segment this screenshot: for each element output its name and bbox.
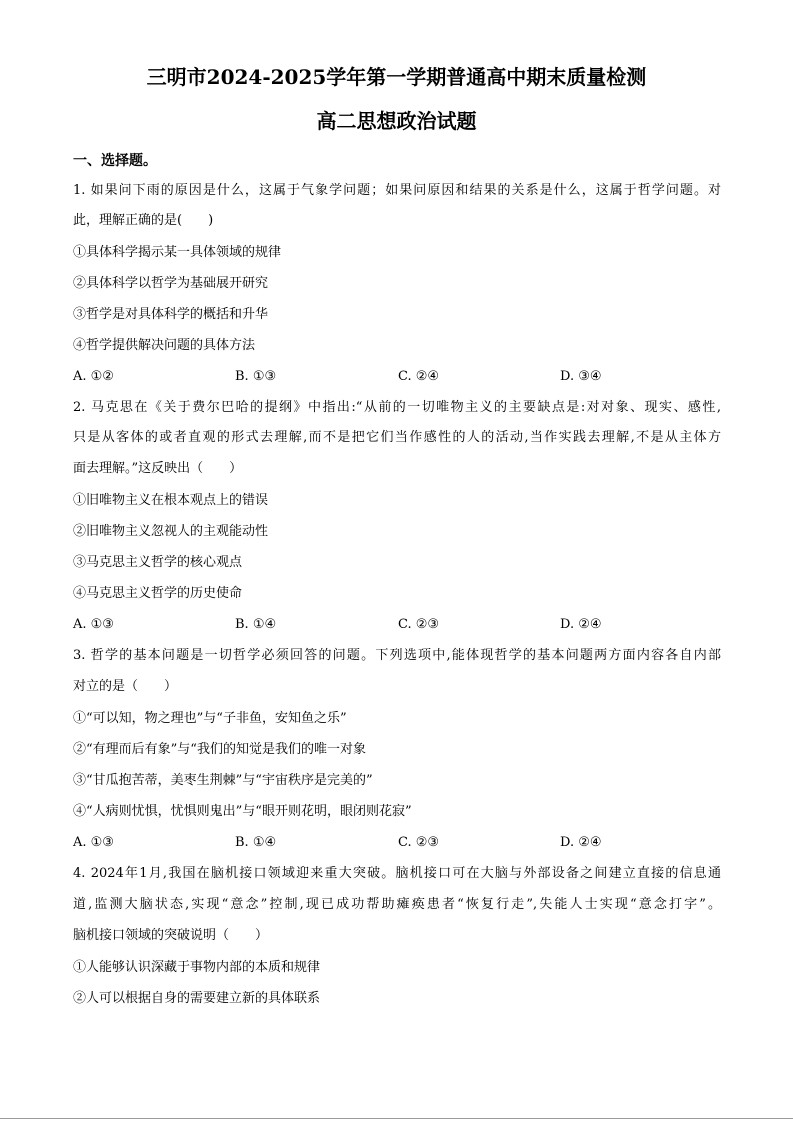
q1-options: [73, 368, 721, 386]
q3-options: [73, 834, 721, 852]
q2-item: ①旧唯物主义在根本观点上的错误: [73, 493, 269, 508]
q4-stem-line: 脑机接口领域的突破说明（ ）: [73, 928, 269, 943]
q1-stem-line: 此，理解正确的是( ): [73, 213, 214, 228]
q1-option-a[interactable]: A. ①②: [73, 369, 114, 384]
q3-stem-line: 3. 哲学的基本问题是一切哲学必须回答的问题。下列选项中,能体现哲学的基本问题两方面内容各自内部: [73, 648, 721, 663]
q3-stem-line: 对立的是（ ）: [73, 679, 178, 694]
page-bottom-divider: [0, 1118, 793, 1119]
section-heading: 一、选择题。: [73, 153, 157, 169]
q1-option-c[interactable]: C. ②④: [398, 369, 440, 384]
q1-option-d[interactable]: D. ③④: [560, 369, 602, 384]
q1-item: ③哲学是对具体科学的概括和升华: [73, 307, 269, 322]
q4-item: ①人能够认识深藏于事物内部的本质和规律: [73, 960, 321, 975]
q3-option-c[interactable]: C. ②③: [398, 835, 440, 850]
q2-option-d[interactable]: D. ②④: [560, 617, 602, 632]
q2-stem-line: 2. 马克思在《关于费尔巴哈的提纲》中指出:“从前的一切唯物主义的主要缺点是:对对象、现实、感性,: [73, 400, 721, 415]
q2-options: [73, 616, 721, 634]
q3-item: ②“有理而后有象”与“我们的知觉是我们的唯一对象: [73, 742, 366, 757]
q2-option-c[interactable]: C. ②③: [398, 617, 440, 632]
q3-option-d[interactable]: D. ②④: [560, 835, 602, 850]
q2-item: ③马克思主义哲学的核心观点: [73, 555, 243, 570]
q3-item: ④“人病则忧惧，忧惧则鬼出”与“眼开则花明，眼闭则花寂”: [73, 804, 412, 819]
q4-item: ②人可以根据自身的需要建立新的具体联系: [73, 991, 321, 1006]
q3-option-a[interactable]: A. ①③: [73, 835, 114, 850]
q1-item: ④哲学提供解决问题的具体方法: [73, 338, 256, 353]
q4-stem-line: 道,监测大脑状态,实现“意念”控制,现已成功帮助瘫痪患者“恢复行走”,失能人士实现“意念打字”。: [73, 897, 721, 912]
q1-stem-line: 1. 如果问下雨的原因是什么，这属于气象学问题；如果问原因和结果的关系是什么，这属于哲学问题。对: [73, 183, 721, 198]
q2-stem-line: 只是从客体的或者直观的形式去理解,而不是把它们当作感性的人的活动,当作实践去理解,不是从主体方: [73, 430, 721, 445]
q2-item: ④马克思主义哲学的历史使命: [73, 586, 243, 601]
exam-subtitle: 高二思想政治试题: [316, 109, 477, 133]
q1-option-b[interactable]: B. ①③: [235, 369, 277, 384]
q2-stem-line: 面去理解。”这反映出（ ）: [73, 461, 243, 476]
q4-stem-line: 4. 2024年1月,我国在脑机接口领域迎来重大突破。脑机接口可在大脑与外部设备之间建立直接的信息通: [73, 866, 721, 881]
q3-item: ①“可以知，物之理也”与“子非鱼，安知鱼之乐”: [73, 711, 347, 726]
q3-item: ③“甘瓜抱苦蒂，美枣生荆棘”与“宇宙秩序是完美的”: [73, 773, 373, 788]
q1-item: ②具体科学以哲学为基础展开研究: [73, 276, 269, 291]
q2-item: ②旧唯物主义忽视人的主观能动性: [73, 524, 269, 539]
q2-option-b[interactable]: B. ①④: [235, 617, 277, 632]
q2-option-a[interactable]: A. ①③: [73, 617, 114, 632]
q3-option-b[interactable]: B. ①④: [235, 835, 277, 850]
exam-title: 三明市2024-2025学年第一学期普通高中期末质量检测: [146, 65, 647, 89]
q1-item: ①具体科学揭示某一具体领域的规律: [73, 245, 282, 260]
